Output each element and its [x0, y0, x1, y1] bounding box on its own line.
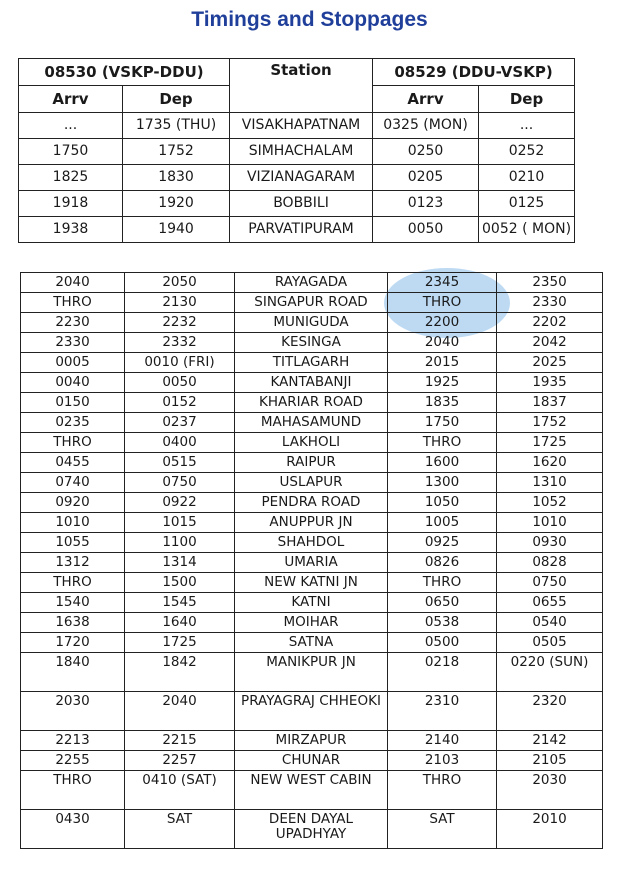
right-arrival-cell: THRO — [388, 293, 497, 313]
left-train-header: 08530 (VSKP-DDU) — [19, 59, 230, 86]
station-cell: PENDRA ROAD — [235, 493, 388, 513]
left-departure-cell: 1314 — [125, 553, 235, 573]
left-arrival-cell: 1840 — [21, 653, 125, 692]
left-arrival-cell: THRO — [21, 433, 125, 453]
right-departure-cell: 2350 — [497, 273, 603, 293]
left-arrival-cell: 0005 — [21, 353, 125, 373]
right-departure-cell: 1837 — [497, 393, 603, 413]
left-departure-cell: 1830 — [123, 165, 230, 191]
right-departure-cell: 0505 — [497, 633, 603, 653]
table-row — [21, 273, 603, 293]
right-train-header: 08529 (DDU-VSKP) — [373, 59, 575, 86]
left-departure-cell: SAT — [125, 810, 235, 849]
right-departure-cell: 2330 — [497, 293, 603, 313]
timings-table-top — [18, 58, 575, 243]
right-arrival-cell: 1925 — [388, 373, 497, 393]
right-arrival-cell: 0325 (MON) — [373, 113, 479, 139]
station-cell: PRAYAGRAJ CHHEOKI — [235, 692, 388, 731]
station-cell: KHARIAR ROAD — [235, 393, 388, 413]
station-cell: KATNI — [235, 593, 388, 613]
right-departure-cell: 1310 — [497, 473, 603, 493]
left-arrival-cell: 1312 — [21, 553, 125, 573]
station-cell: USLAPUR — [235, 473, 388, 493]
left-departure-cell: 1752 — [123, 139, 230, 165]
right-departure-cell: 2202 — [497, 313, 603, 333]
right-arrival-cell: 1050 — [388, 493, 497, 513]
table-row — [19, 191, 575, 217]
right-departure-cell: 0220 (SUN) — [497, 653, 603, 692]
table-row — [21, 373, 603, 393]
table-row — [21, 433, 603, 453]
page-title: Timings and Stoppages — [191, 8, 428, 31]
right-departure-cell: 0930 — [497, 533, 603, 553]
left-arrival-cell: 1055 — [21, 533, 125, 553]
table-row — [21, 593, 603, 613]
left-arrival-cell: 0920 — [21, 493, 125, 513]
left-arrival-cell: 1825 — [19, 165, 123, 191]
right-departure-cell: 1620 — [497, 453, 603, 473]
right-arrival-cell: 2310 — [388, 692, 497, 731]
left-departure-cell: 2332 — [125, 333, 235, 353]
table-row — [21, 751, 603, 771]
table-row — [21, 393, 603, 413]
left-departure-cell: 1725 — [125, 633, 235, 653]
table-row — [21, 293, 603, 313]
station-header: Station — [230, 59, 373, 113]
station-cell: VISAKHAPATNAM — [230, 113, 373, 139]
left-departure-cell: 0010 (FRI) — [125, 353, 235, 373]
table-row — [21, 653, 603, 692]
table-row — [21, 553, 603, 573]
left-departure-cell: 1015 — [125, 513, 235, 533]
right-departure-cell: 0210 — [479, 165, 575, 191]
left-departure-cell: 0237 — [125, 413, 235, 433]
right-arrival-cell: 2140 — [388, 731, 497, 751]
right-departure-cell: 1752 — [497, 413, 603, 433]
station-cell: SINGAPUR ROAD — [235, 293, 388, 313]
arrv-header: Arrv — [19, 86, 123, 113]
dep-header: Dep — [479, 86, 575, 113]
left-departure-cell: 1735 (THU) — [123, 113, 230, 139]
station-cell: MUNIGUDA — [235, 313, 388, 333]
station-cell: MIRZAPUR — [235, 731, 388, 751]
right-departure-cell: 2142 — [497, 731, 603, 751]
right-arrival-cell: 1600 — [388, 453, 497, 473]
left-arrival-cell: 0740 — [21, 473, 125, 493]
station-cell: RAYAGADA — [235, 273, 388, 293]
left-departure-cell: 1500 — [125, 573, 235, 593]
right-departure-cell: 0750 — [497, 573, 603, 593]
table-row — [21, 333, 603, 353]
right-departure-cell: 0540 — [497, 613, 603, 633]
left-departure-cell: 2232 — [125, 313, 235, 333]
station-cell: MAHASAMUND — [235, 413, 388, 433]
right-arrival-cell: 0826 — [388, 553, 497, 573]
right-arrival-cell: 1300 — [388, 473, 497, 493]
station-cell: NEW WEST CABIN — [235, 771, 388, 810]
station-cell: KANTABANJI — [235, 373, 388, 393]
table-row — [19, 139, 575, 165]
left-departure-cell: 2257 — [125, 751, 235, 771]
right-departure-cell: 0655 — [497, 593, 603, 613]
table-row — [21, 473, 603, 493]
left-arrival-cell: THRO — [21, 293, 125, 313]
right-arrival-cell: THRO — [388, 573, 497, 593]
right-departure-cell: 0828 — [497, 553, 603, 573]
right-arrival-cell: 0538 — [388, 613, 497, 633]
left-departure-cell: 1640 — [125, 613, 235, 633]
table-row — [21, 453, 603, 473]
left-arrival-cell: 2330 — [21, 333, 125, 353]
table-row — [21, 573, 603, 593]
table-row — [21, 313, 603, 333]
right-departure-cell: 1725 — [497, 433, 603, 453]
left-arrival-cell: 1010 — [21, 513, 125, 533]
left-arrival-cell: THRO — [21, 573, 125, 593]
left-arrival-cell: 2230 — [21, 313, 125, 333]
arrv-header: Arrv — [373, 86, 479, 113]
station-cell: MANIKPUR JN — [235, 653, 388, 692]
left-departure-cell: 1940 — [123, 217, 230, 243]
station-cell: KESINGA — [235, 333, 388, 353]
station-cell: SHAHDOL — [235, 533, 388, 553]
left-arrival-cell: 2255 — [21, 751, 125, 771]
left-arrival-cell: 0150 — [21, 393, 125, 413]
right-arrival-cell: 1835 — [388, 393, 497, 413]
right-departure-cell: 1010 — [497, 513, 603, 533]
station-cell: SATNA — [235, 633, 388, 653]
table-row — [21, 633, 603, 653]
right-arrival-cell: 2345 — [388, 273, 497, 293]
left-departure-cell: 2215 — [125, 731, 235, 751]
station-cell: PARVATIPURAM — [230, 217, 373, 243]
left-departure-cell: 0050 — [125, 373, 235, 393]
left-departure-cell: 1842 — [125, 653, 235, 692]
station-cell: NEW KATNI JN — [235, 573, 388, 593]
left-departure-cell: 0410 (SAT) — [125, 771, 235, 810]
table-row — [21, 731, 603, 751]
right-departure-cell: ... — [479, 113, 575, 139]
station-cell: BOBBILI — [230, 191, 373, 217]
right-departure-cell: 2010 — [497, 810, 603, 849]
table-row — [19, 165, 575, 191]
table-row — [21, 613, 603, 633]
station-cell: ANUPPUR JN — [235, 513, 388, 533]
station-cell: SIMHACHALAM — [230, 139, 373, 165]
station-cell: MOIHAR — [235, 613, 388, 633]
right-arrival-cell: 2200 — [388, 313, 497, 333]
right-arrival-cell: 2015 — [388, 353, 497, 373]
left-departure-cell: 1920 — [123, 191, 230, 217]
table-row — [19, 217, 575, 243]
right-departure-cell: 0052 ( MON) — [479, 217, 575, 243]
right-arrival-cell: 1005 — [388, 513, 497, 533]
station-cell: LAKHOLI — [235, 433, 388, 453]
station-cell: RAIPUR — [235, 453, 388, 473]
right-departure-cell: 2320 — [497, 692, 603, 731]
table-row — [19, 113, 575, 139]
table-row — [21, 692, 603, 731]
left-departure-cell: 1100 — [125, 533, 235, 553]
right-departure-cell: 0252 — [479, 139, 575, 165]
left-arrival-cell: 1938 — [19, 217, 123, 243]
left-arrival-cell: 2040 — [21, 273, 125, 293]
table-row — [21, 810, 603, 849]
left-arrival-cell: 1750 — [19, 139, 123, 165]
right-arrival-cell: THRO — [388, 433, 497, 453]
table-row — [21, 533, 603, 553]
left-arrival-cell: 0040 — [21, 373, 125, 393]
station-cell: TITLAGARH — [235, 353, 388, 373]
left-departure-cell: 0922 — [125, 493, 235, 513]
right-arrival-cell: 0218 — [388, 653, 497, 692]
timings-table-bottom — [20, 272, 603, 849]
left-departure-cell: 2050 — [125, 273, 235, 293]
left-arrival-cell: 0235 — [21, 413, 125, 433]
right-arrival-cell: 2040 — [388, 333, 497, 353]
station-cell: UMARIA — [235, 553, 388, 573]
station-cell: DEEN DAYAL UPADHYAY — [235, 810, 388, 849]
right-departure-cell: 0125 — [479, 191, 575, 217]
right-arrival-cell: 0500 — [388, 633, 497, 653]
left-arrival-cell: 1918 — [19, 191, 123, 217]
left-departure-cell: 0400 — [125, 433, 235, 453]
left-arrival-cell: 0430 — [21, 810, 125, 849]
right-arrival-cell: 0123 — [373, 191, 479, 217]
table-row — [21, 513, 603, 533]
right-arrival-cell: 0250 — [373, 139, 479, 165]
right-departure-cell: 1935 — [497, 373, 603, 393]
dep-header: Dep — [123, 86, 230, 113]
table-row — [21, 413, 603, 433]
right-arrival-cell: 0650 — [388, 593, 497, 613]
right-departure-cell: 2042 — [497, 333, 603, 353]
right-arrival-cell: 0925 — [388, 533, 497, 553]
right-arrival-cell: 0050 — [373, 217, 479, 243]
station-cell: VIZIANAGARAM — [230, 165, 373, 191]
left-arrival-cell: 1720 — [21, 633, 125, 653]
right-departure-cell: 2025 — [497, 353, 603, 373]
station-cell: CHUNAR — [235, 751, 388, 771]
left-arrival-cell: 2030 — [21, 692, 125, 731]
left-arrival-cell: THRO — [21, 771, 125, 810]
table-row — [21, 493, 603, 513]
left-arrival-cell: 1540 — [21, 593, 125, 613]
left-departure-cell: 1545 — [125, 593, 235, 613]
right-departure-cell: 1052 — [497, 493, 603, 513]
right-departure-cell: 2030 — [497, 771, 603, 810]
left-arrival-cell: 2213 — [21, 731, 125, 751]
left-arrival-cell: 0455 — [21, 453, 125, 473]
left-departure-cell: 2040 — [125, 692, 235, 731]
left-departure-cell: 2130 — [125, 293, 235, 313]
right-arrival-cell: 1750 — [388, 413, 497, 433]
left-arrival-cell: 1638 — [21, 613, 125, 633]
left-departure-cell: 0152 — [125, 393, 235, 413]
left-arrival-cell: ... — [19, 113, 123, 139]
right-arrival-cell: SAT — [388, 810, 497, 849]
left-departure-cell: 0515 — [125, 453, 235, 473]
right-arrival-cell: 2103 — [388, 751, 497, 771]
right-arrival-cell: 0205 — [373, 165, 479, 191]
table-row — [21, 353, 603, 373]
right-arrival-cell: THRO — [388, 771, 497, 810]
left-departure-cell: 0750 — [125, 473, 235, 493]
table-row — [21, 771, 603, 810]
right-departure-cell: 2105 — [497, 751, 603, 771]
